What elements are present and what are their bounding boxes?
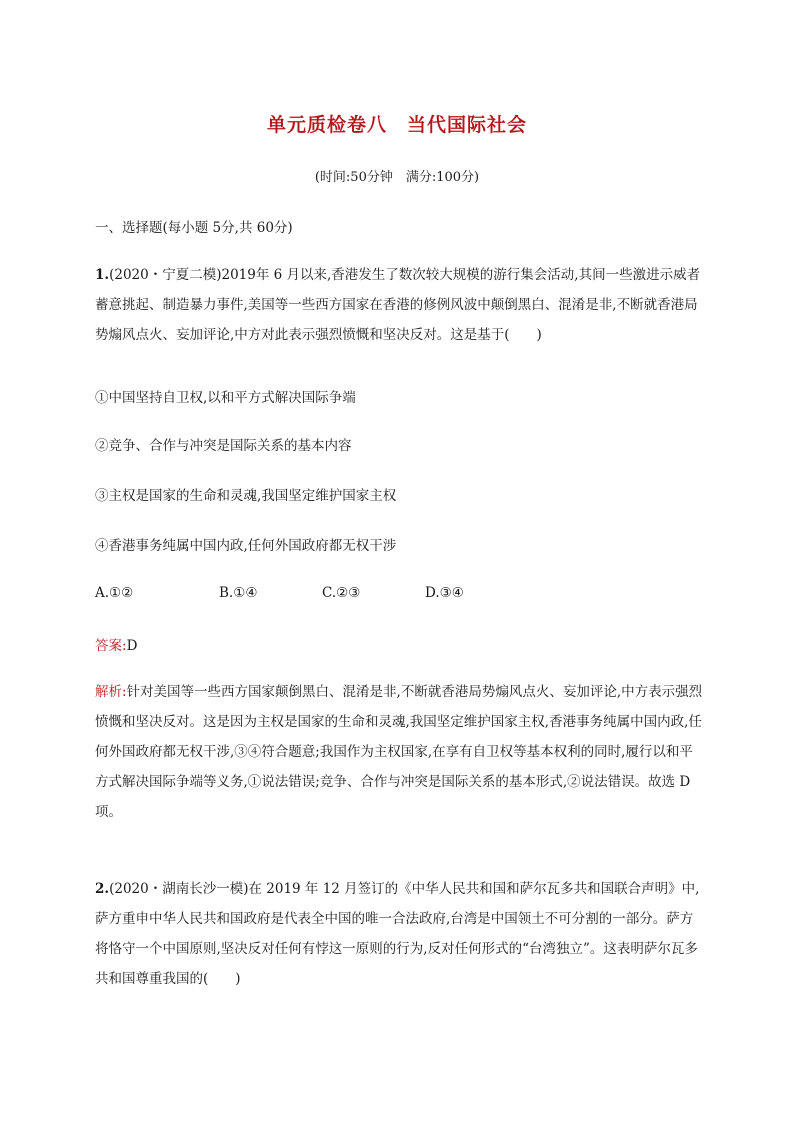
exam-info: (时间:50分钟 满分:100分) [314, 170, 480, 185]
answer-label: 答案: [95, 638, 127, 654]
analysis-text: 针对美国等一些西方国家颠倒黑白、混淆是非,不断就香港局势煽风点火、妄加评论,中方表示强烈愤慨和坚决反对。这是因为主权是国家的生命和灵魂,我国坚定维护国家主权,香港事务纯属中国内政,任何外国政府都无权干涉,③④符合题意;我国作为主权国家,在享有自卫权等基本权利的同时,履行以和平方式解决国际争端等义务,①说法错误;竞争、合作与冲突是国际关系的基本形式,②说法错误。故选 D 项。 [95, 684, 703, 820]
page-title: 单元质检卷八 当代国际社会 [266, 114, 527, 136]
option-2: ②竞争、合作与冲突是国际关系的基本内容 [95, 438, 352, 454]
analysis [95, 677, 705, 827]
choice-c: C.②③ [322, 585, 361, 601]
option-1: ①中国坚持自卫权,以和平方式解决国际争端 [95, 390, 356, 406]
choice-a: A.①② [95, 585, 134, 601]
option-3: ③主权是国家的生命和灵魂,我国坚定维护国家主权 [95, 488, 397, 504]
question-number: 2. [95, 881, 110, 897]
question-text: (2020・宁夏二模)2019年 6 月以来,香港发生了数次较大规模的游行集会活动,其间一些激进示威者蓄意挑起、制造暴力事件,美国等一些西方国家在香港的修例风波中颠倒黑白、混淆是非,不断就香港局势煽风点火、妄加评论,中方对此表示强烈愤慨和坚决反对。这是基于( ) [95, 267, 701, 343]
answer [95, 634, 137, 654]
answer-value: D [126, 638, 138, 654]
choice-b: B.①④ [219, 585, 258, 601]
question-text: (2020・湖南长沙一模)在 2019 年 12 月签订的《中华人民共和国和萨尔瓦多共和国联合声明》中,萨方重申中华人民共和国政府是代表全中国的唯一合法政府,台湾是中国领土不可分割的一部分。萨方将恪守一个中国原则,坚决反对任何有悖这一原则的行为,反对任何形式的“台湾独立”。这表明萨尔瓦多共和国尊重我国的( ) [95, 881, 700, 987]
question-2 [95, 874, 705, 994]
analysis-label: 解析: [95, 684, 127, 700]
choice-d: D.③④ [425, 585, 464, 601]
answer-choices [95, 585, 695, 605]
question-1 [95, 260, 705, 350]
question-number: 1. [95, 267, 110, 283]
option-4: ④香港事务纯属中国内政,任何外国政府都无权干涉 [95, 538, 397, 554]
section-heading: 一、选择题(每小题 5分,共 60分) [95, 220, 293, 236]
